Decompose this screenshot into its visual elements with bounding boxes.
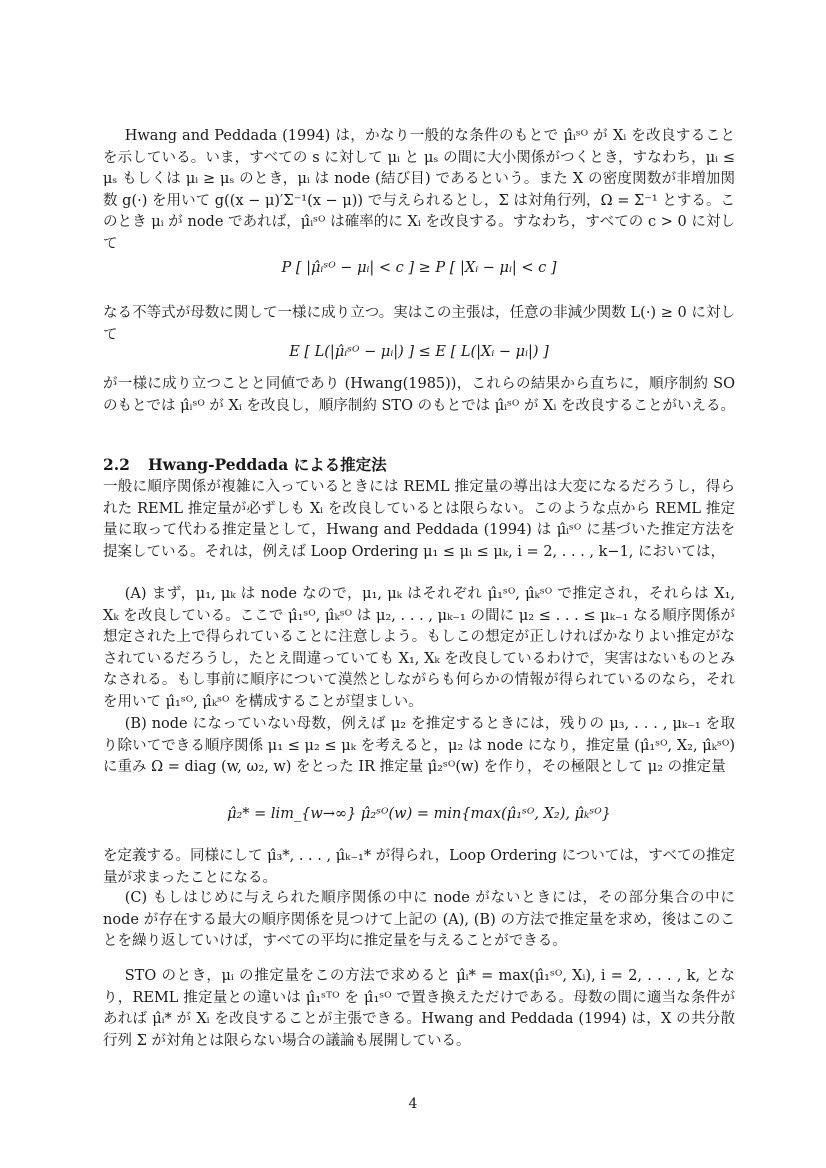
body-block-5 bbox=[103, 584, 735, 714]
section-number: 2.2 bbox=[103, 455, 130, 474]
paragraph-equivalence: が一様に成り立つことと同値であり (Hwang(1985))，これらの結果から直ちに，順序制約 SO のもとでは μ̂ᵢˢᴼ が Xᵢ を改良し，順序制約 STO のもとでは μ̂ᵢˢᴼ が Xᵢ を改良することがいえる。 bbox=[103, 376, 735, 414]
paragraph-step-b: (B) node になっていない母数，例えば μ₂ を推定するときには，残りの μ₃, . . . , μₖ₋₁ を取り除いてできる順序関係 μ₁ ≤ μ₂ ≤ μₖ を考えると，μ₂ は node になり，推定量 (μ̂₁ˢᴼ, X₂, μ̂ₖˢᴼ) に重み Ω = diag (w, ω₂, w) をとった IR 推定量 μ̂₂ˢᴼ(w) を作り，その極限として μ₂ の推定量 bbox=[103, 716, 735, 776]
paragraph-node-definition: Hwang and Peddada (1994) は，かなり一般的な条件のもとで μ̂ᵢˢᴼ が Xᵢ を改良することを示している。いま，すべての s に対して μᵢ と μₛ の間に大小関係がつくとき，すなわち，μᵢ ≤ μₛ もしくは μᵢ ≥ μₛ のとき，μᵢ は node (結び目) であるという。また X の密度関数が非増加関数 g(·) を用いて g((x − μ)′Σ⁻¹(x − μ)) で与えられるとし，Σ は対角行列，Ω = Σ⁻¹ とする。このとき μᵢ が node であれば，μ̂ᵢˢᴼ は確率的に Xᵢ を改良する。すなわち，すべての c > 0 に対して bbox=[103, 128, 735, 252]
body-block-1 bbox=[103, 126, 735, 256]
body-block-3 bbox=[103, 374, 735, 417]
section-heading-block bbox=[103, 454, 735, 476]
paragraph-step-c: (C) もしはじめに与えられた順序関係の中に node がないときには，その部分集合の中に node が存在する最大の順序関係を見つけて上記の (A), (B) の方法で推定量を求め，後はこのことを繰り返していけば，すべての平均に推定量を与えることができる。 bbox=[103, 890, 735, 950]
paragraph-hwang-peddada-intro: 一般に順序関係が複雑に入っているときには REML 推定量の導出は大変になるだろうし，得られた REML 推定量が必ずしも Xᵢ を改良しているとは限らない。このような点から REML 推定量に取って代わる推定量として，Hwang and Peddada (1994) は μ̂ᵢˢᴼ に基づいた推定方法を提案している。それは，例えば Loop Ordering μ₁ ≤ μᵢ ≤ μₖ, i = 2, . . . , k−1, においては， bbox=[103, 479, 735, 560]
paragraph-step-a: (A) まず，μ₁, μₖ は node なので，μ₁, μₖ はそれぞれ μ̂₁ˢᴼ, μ̂ₖˢᴼ で推定され，それらは X₁, Xₖ を改良している。ここで μ̂₁ˢᴼ, μ̂ₖˢᴼ は μ₂, . . . , μₖ₋₁ の間に μ₂ ≤ . . . ≤ μₖ₋₁ なる順序関係が想定された上で得られていることに注意しよう。もしこの想定が正しければかなりよい推定がなされているだろうし，たとえ間違っていても X₁, Xₖ を改良しているわけで，実害はないものとみなされる。もし事前に順序について漠然としながらも何らかの情報が得られているのなら，それを用いて μ̂₁ˢᴼ, μ̂ₖˢᴼ を構成することが望ましい。 bbox=[103, 586, 735, 710]
paragraph-uniform-inequality: なる不等式が母数に関して一様に成り立つ。実はこの主張は，任意の非減少関数 L(·) ≥ 0 に対して bbox=[103, 305, 735, 343]
body-block-9 bbox=[103, 966, 735, 1052]
equation-block-1 bbox=[103, 258, 735, 280]
equation-block-2 bbox=[103, 342, 735, 364]
page-number: 4 bbox=[408, 1096, 418, 1112]
equation-block-3 bbox=[103, 804, 735, 826]
body-block-2 bbox=[103, 303, 735, 346]
paragraph-sto-case: STO のとき，μᵢ の推定量をこの方法で求めると μ̂ᵢ* = max(μ̂₁ˢᴼ, Xᵢ), i = 2, . . . , k, となり，REML 推定量との違いは μ̂₁ˢᵀᴼ を μ̂₁ˢᴼ で置き換えただけである。母数の間に適当な条件があれば μ̂ᵢ* が Xᵢ を改良することが主張できる。Hwang and Peddada (1994) は，X の共分散行列 Σ が対角とは限らない場合の議論も展開している。 bbox=[103, 968, 735, 1049]
equation-stochastic-dominance: P [ |μ̂ᵢˢᴼ − μᵢ| < c ] ≥ P [ |Xᵢ − μᵢ| < c ] bbox=[281, 260, 557, 276]
paragraph-loop-ordering-result: を定義する。同様にして μ̂₃*, . . . , μ̂ₖ₋₁* が得られ，Loop Ordering については，すべての推定量が求まったことになる。 bbox=[103, 848, 735, 886]
body-block-6 bbox=[103, 714, 735, 779]
section-heading bbox=[103, 454, 735, 476]
equation-limit-estimator: μ̂₂* = lim_{w→∞} μ̂₂ˢᴼ(w) = min{max(μ̂₁ˢᴼ, X₂), μ̂ₖˢᴼ} bbox=[227, 806, 611, 822]
body-block-7 bbox=[103, 846, 735, 889]
equation-loss-expectation: E [ L(|μ̂ᵢˢᴼ − μᵢ|) ] ≤ E [ L(|Xᵢ − μᵢ|) ] bbox=[289, 344, 549, 360]
section-title: Hwang-Peddada による推定法 bbox=[147, 455, 387, 474]
body-block-8 bbox=[103, 888, 735, 953]
body-block-4 bbox=[103, 477, 735, 563]
